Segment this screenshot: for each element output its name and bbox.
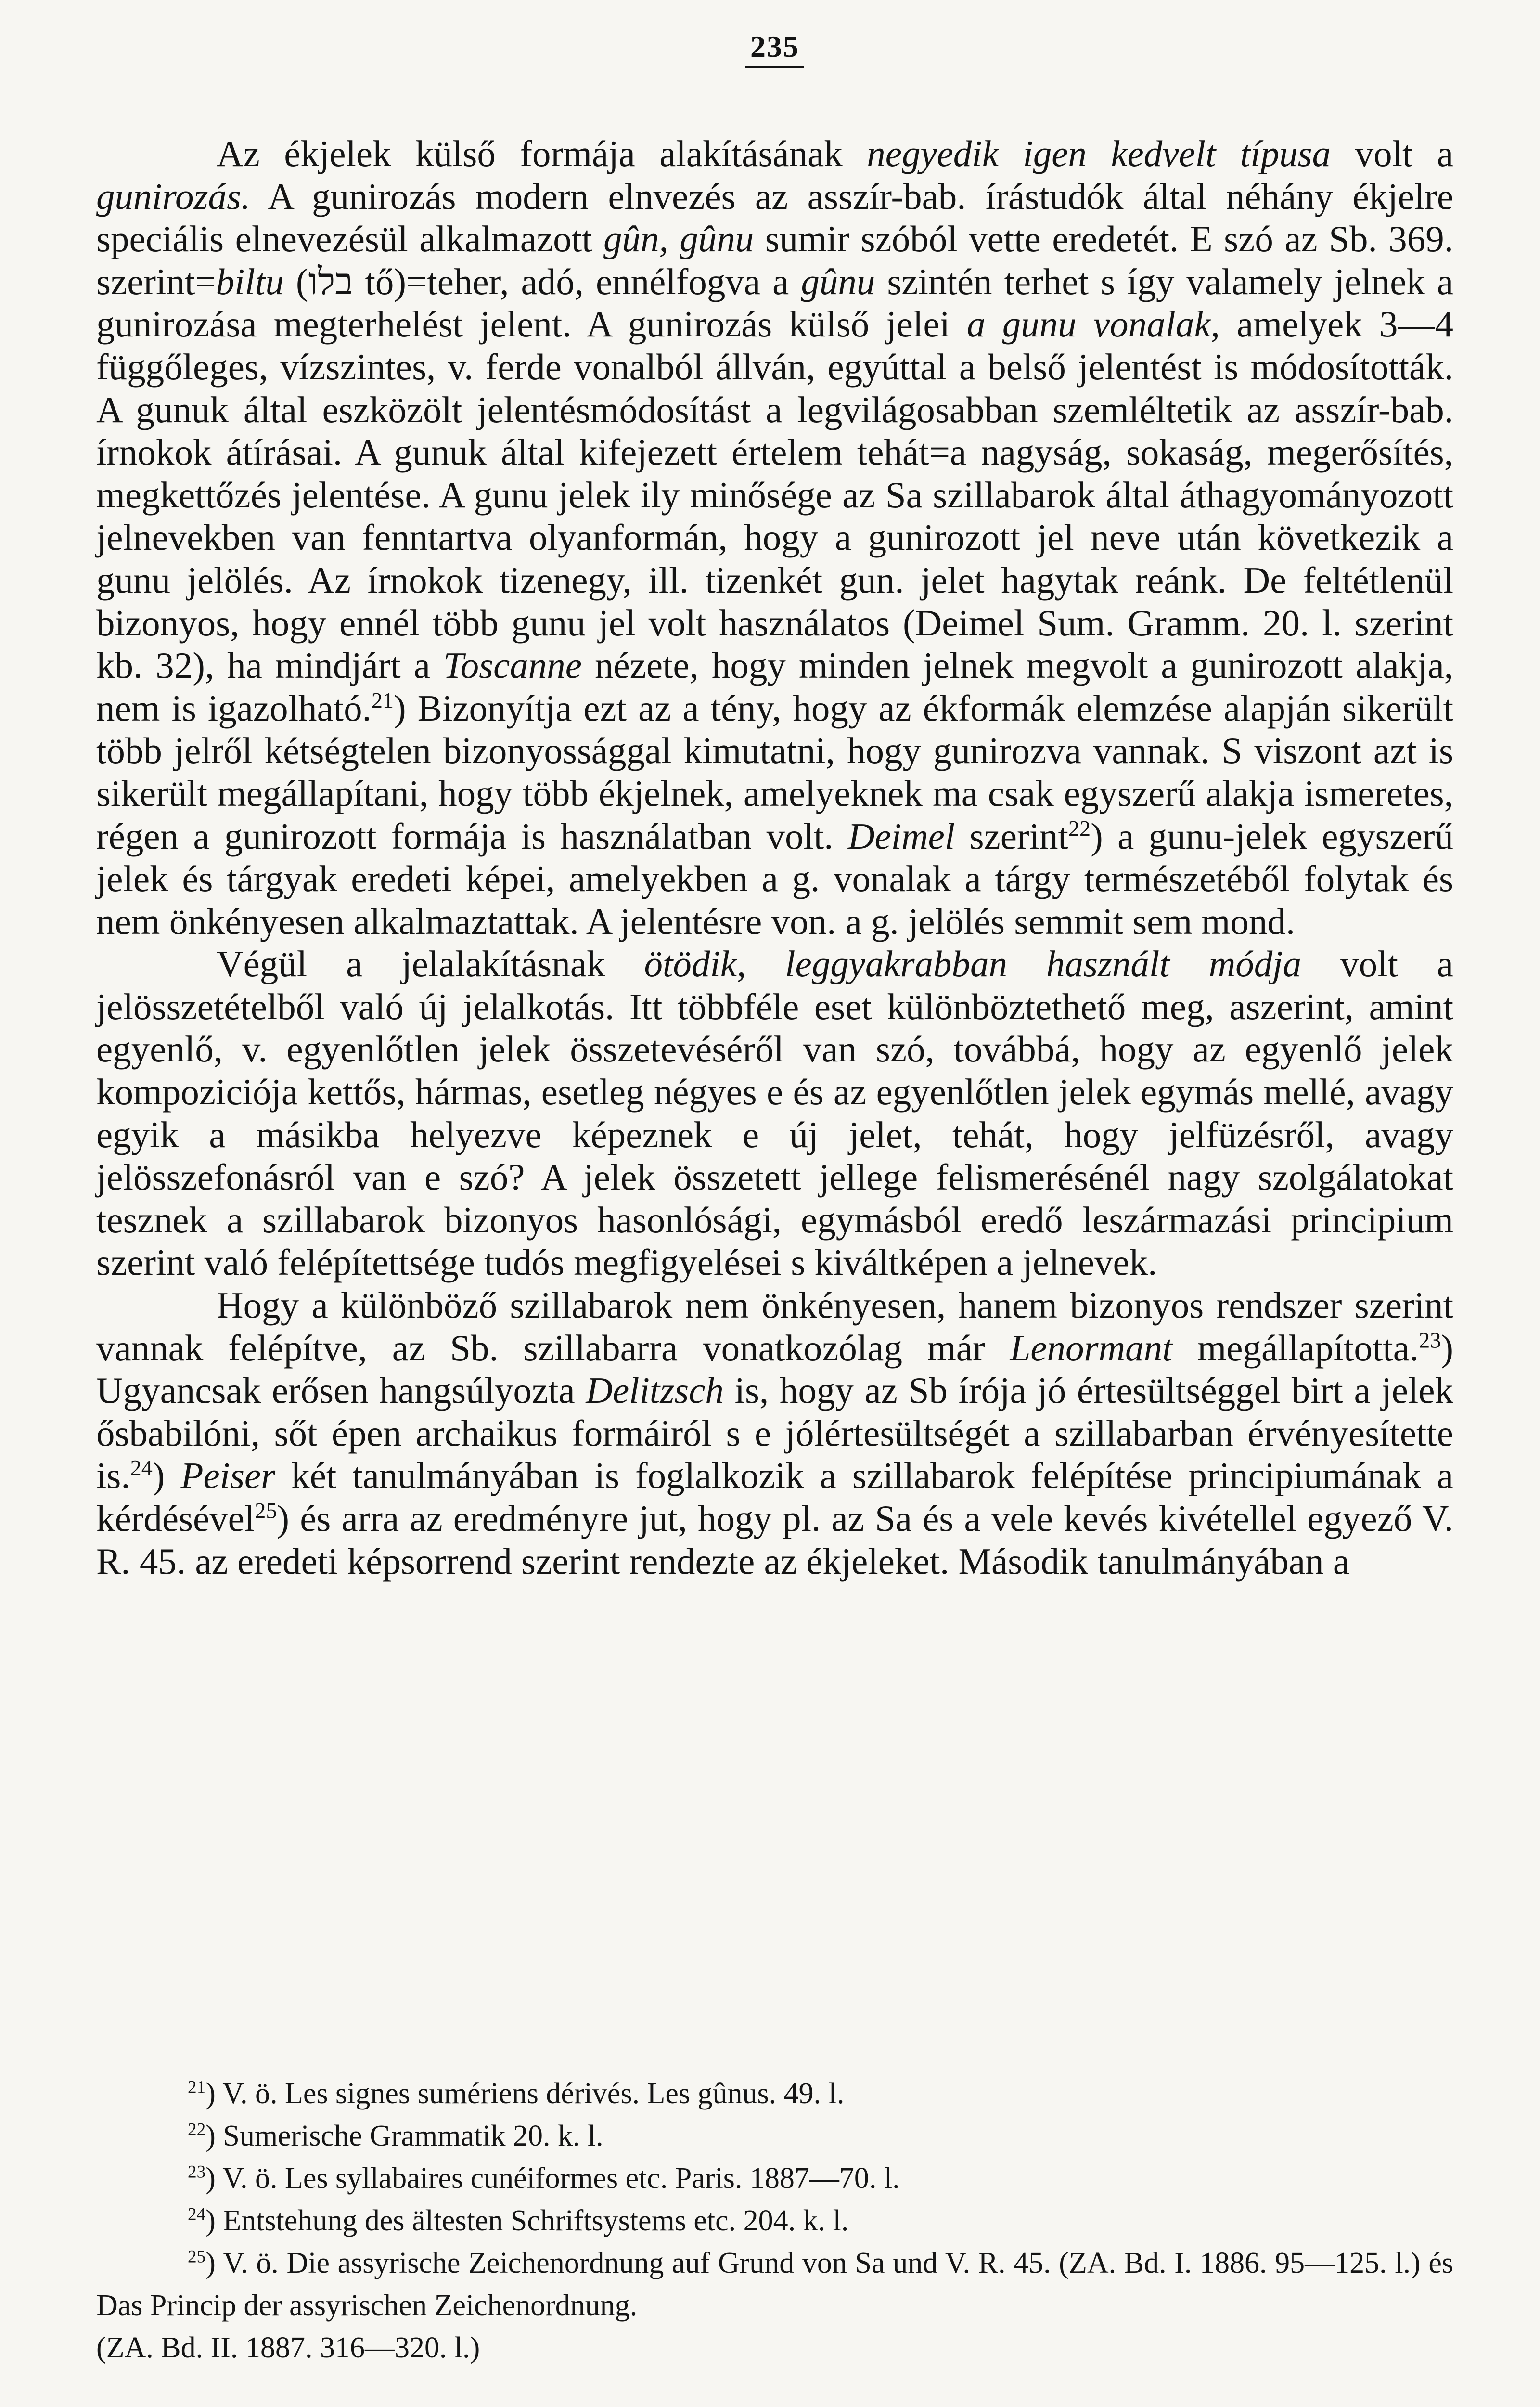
footnote-text: ) V. ö. Les signes sumériens dérivés. Les gûnus. 49. l.	[205, 2077, 845, 2110]
text-run: volt a	[1331, 133, 1453, 174]
paragraph	[96, 132, 1453, 943]
text-run: Végül a jelalakításnak	[217, 943, 644, 985]
footnote-continuation: (ZA. Bd. II. 1887. 316—320. l.)	[96, 2331, 480, 2364]
text-run: ) és arra az eredményre jut, hogy pl. az Sa és a vele kevés kivétellel egyező V. R. 45. az eredeti képsorrend szerint rendezte az ékjeleket. Második tanulmányában a	[96, 1498, 1453, 1582]
italic-run: negyedik igen kedvelt típusa	[867, 133, 1331, 174]
italic-run: a gunu vonalak,	[967, 303, 1220, 345]
italic-run: biltu	[216, 260, 284, 302]
footnote-text: ) V. ö. Die assyrische Zeichenordnung auf Grund von Sa und V. R. 45. (ZA. Bd. I. 1886. 95—125. l.) és Das Princip der assyrischen Zeichenordnung.	[96, 2247, 1453, 2322]
text-run: (בלו tő)=teher, adó, ennélfogva a	[283, 260, 801, 302]
italic-run: gûn, gûnu	[603, 218, 754, 260]
footnote-ref: 24	[130, 1455, 153, 1480]
paragraph	[96, 1284, 1453, 1582]
book-page	[96, 29, 1453, 2407]
footnote-ref: 25	[255, 1498, 277, 1523]
text-run: volt a jelösszetételből való új jelalkotás. Itt többféle eset különböztethető meg, aszerint, amint egyenlő, v. egyenlőtlen jelek összetevéséről van szó, továbbá, hogy az egyenlő jelek kompoziciója kettős, hármas, esetleg négyes e és az egyenlőtlen jelek egymás mellé, avagy egyik a másikba helyezve képeznek e új jelet, tehát, hogy jelfüzésről, avagy jelösszefonásról van e szó? A jelek összetett jellege felismerésénél nagy szolgálatokat tesznek a szillabarok bizonyos hasonlósági, egymásból eredő leszármazási principium szerint való felépítettsége tudós megfigyelései s kiváltképen a jelnevek.	[96, 943, 1453, 1283]
footnote-ref: 23	[1419, 1327, 1441, 1352]
text-run: ) Bizonyítja ezt az a tény, hogy az ékformák elemzése alapján sikerült több jelről kétségtelen bizonyossággal kimutatni, hogy gunirozva vannak. S viszont azt is sikerült megállapítani, hogy több ékjelnek, amelyeknek ma csak egyszerű alakja ismeretes, régen a gunirozott formája is használatban volt.	[96, 687, 1453, 857]
footnote-text: ) Entstehung des ältesten Schriftsystems etc. 204. k. l.	[205, 2204, 849, 2237]
text-run: szintén terhet s így valamely jelnek a gunirozása megterhelést jelent. A gunirozás külső jelei	[96, 260, 1453, 345]
footnote	[96, 2157, 1453, 2200]
italic-run: Deimel	[847, 815, 955, 857]
footnote	[96, 2115, 1453, 2157]
footnote-mark: 24	[188, 2204, 206, 2225]
italic-run: gûnu	[801, 260, 875, 302]
italic-run: Toscanne	[443, 645, 582, 686]
footnote	[96, 2242, 1453, 2369]
footnote	[96, 2072, 1453, 2115]
footnote-text: ) V. ö. Les syllabaires cunéiformes etc. Paris. 1887—70. l.	[205, 2162, 900, 2195]
italic-run: Lenormant	[1010, 1327, 1173, 1369]
text-run: ) Ugyancsak erősen hangsúlyozta	[96, 1327, 1453, 1411]
body-text	[96, 132, 1453, 1582]
text-run: megállapította.	[1172, 1327, 1419, 1369]
footnote-ref: 22	[1068, 815, 1091, 841]
text-run: ) a gunu-jelek egyszerű jelek és tárgyak eredeti képei, amelyekben a g. vonalak a tárgy természetéből folytak és nem önkényesen alkalmaztattak. A jelentésre von. a g. jelölés semmit sem mond.	[96, 815, 1453, 942]
page-number: 235	[745, 29, 804, 68]
italic-run: gunirozás.	[96, 175, 251, 217]
text-run: Hogy a különböző szillabarok nem önkényesen, hanem bizonyos rendszer szerint vannak felépítve, az Sb. szillabarra vonatkozólag már	[96, 1284, 1453, 1369]
footnotes	[96, 2072, 1453, 2369]
text-run: Az ékjelek külső formája alakításának	[217, 133, 867, 174]
text-run: sumir szóból vette eredetét. E szó az Sb. 369. szerint=	[96, 218, 1453, 302]
paragraph	[96, 943, 1453, 1284]
text-run: nézete, hogy minden jelnek megvolt a gunirozott alakja, nem is igazolható.	[96, 645, 1454, 729]
footnote-ref: 21	[371, 688, 394, 713]
footnote-mark: 25	[188, 2247, 206, 2267]
italic-run: Delitzsch	[586, 1370, 724, 1411]
text-run: is, hogy az Sb írója jó értesültséggel birt a jelek ősbabilóni, sőt épen archaikus formáiról s e jólértesültségét a szillabarban érvényesítette is.	[96, 1370, 1454, 1497]
footnote-mark: 23	[188, 2162, 206, 2182]
text-run: két tanulmányában is foglalkozik a szillabarok felépítése principiumának a kérdésével	[96, 1455, 1453, 1539]
italic-run: Peiser	[180, 1455, 276, 1497]
footnote	[96, 2200, 1453, 2242]
text-run: A gunirozás modern elnvezés az asszír-bab. írástudók által néhány ékjelre speciális elnevezésül alkalmazott	[96, 175, 1453, 260]
text-run: amelyek 3—4 függőleges, vízszintes, v. ferde vonalból állván, egyúttal a belső jelentést is módosították. A gunuk által eszközölt jelentésmódosítást a legvilágosabban szemléltetik az asszír-bab. írnokok átírásai. A gunuk által kifejezett értelem tehát=a nagyság, sokaság, megerősítés, megkettőzés jelentése. A gunu jelek ily minősége az Sa szillabarok által áthagyományozott jelnevekben van fenntartva olyanformán, hogy a gunirozott jel neve után következik a gunu jelölés. Az írnokok tizenegy, ill. tizenkét gun. jelet hagytak reánk. De feltétlenül bizonyos, hogy ennél több gunu jel volt használatos (Deimel Sum. Gramm. 20. l. szerint kb. 32), ha mindjárt a	[96, 303, 1453, 686]
footnote-mark: 21	[188, 2077, 206, 2097]
italic-run: ötödik, leggyakrabban használt módja	[644, 943, 1302, 985]
footnote-mark: 22	[188, 2120, 206, 2140]
footnote-text: ) Sumerische Grammatik 20. k. l.	[205, 2120, 603, 2152]
text-run: szerint	[955, 815, 1068, 857]
text-run: )	[152, 1455, 181, 1497]
